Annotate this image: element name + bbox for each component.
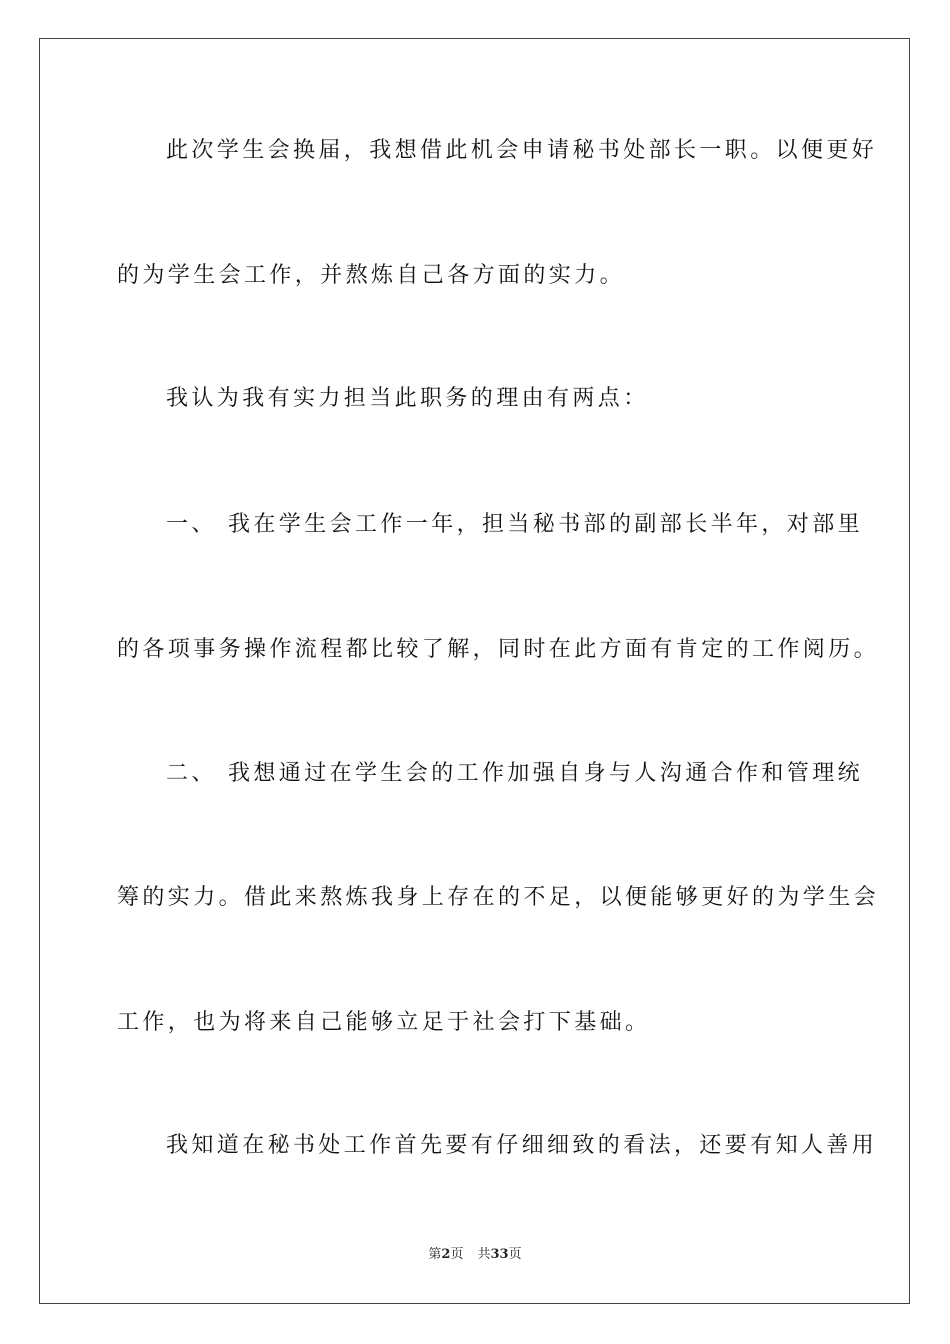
- paragraph-line: 的为学生会工作，并熬炼自己各方面的实力。: [117, 263, 626, 288]
- footer-total-pages: 33: [490, 1247, 509, 1262]
- footer-page-suffix: 页: [450, 1247, 464, 1262]
- list-enumerator: 一、: [166, 512, 217, 537]
- paragraph-line: 我认为我有实力担当此职务的理由有两点：: [166, 386, 649, 411]
- paragraph-line: 工作，也为将来自己能够立足于社会打下基础。: [117, 1010, 651, 1035]
- list-enumerator: 二、: [166, 761, 217, 786]
- footer-page-number: 2: [441, 1247, 451, 1262]
- footer-total-suffix: 页: [508, 1247, 522, 1262]
- paragraph-line: 筹的实力。借此来熬炼我身上存在的不足，以便能够更好的为学生会: [117, 885, 880, 910]
- page-footer: [0, 1246, 950, 1264]
- page-border: [39, 38, 910, 1304]
- footer-total-prefix: 共: [477, 1247, 491, 1262]
- list-item: [166, 760, 950, 788]
- list-item-text: 我想通过在学生会的工作加强自身与人沟通合作和管理统: [228, 761, 864, 786]
- paragraph-line: 此次学生会换届，我想借此机会申请秘书处部长一职。以便更好: [166, 138, 878, 163]
- list-item-text: 我在学生会工作一年，担当秘书部的副部长半年，对部里: [228, 512, 864, 537]
- paragraph-line: 的各项事务操作流程都比较了解，同时在此方面有肯定的工作阅历。: [117, 637, 880, 662]
- list-item: [166, 511, 950, 539]
- footer-page-prefix: 第: [428, 1247, 442, 1262]
- paragraph-line: 我知道在秘书处工作首先要有仔细细致的看法，还要有知人善用: [166, 1133, 878, 1158]
